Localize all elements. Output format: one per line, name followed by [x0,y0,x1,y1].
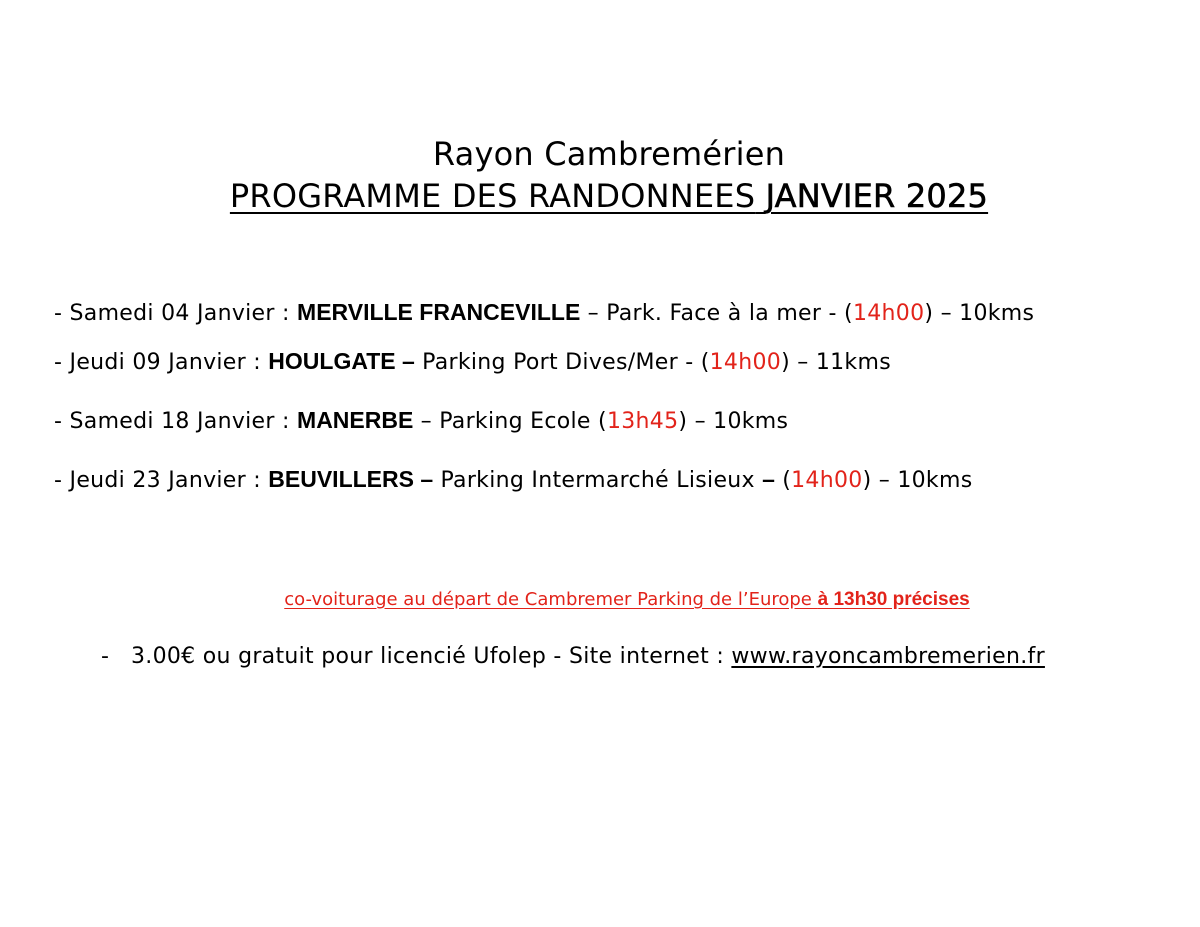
hike-separator: – [580,301,607,326]
price-info [101,643,1045,671]
hike-item-2 [54,347,891,377]
price-text: 3.00€ ou gratuit pour licencié Ufolep - Site internet : [131,644,732,669]
hike-date: - Jeudi 23 Janvier : [54,468,269,493]
hike-place: MERVILLE FRANCEVILLE [297,299,581,325]
hike-separator: – [413,409,440,434]
hike-meeting-point: Parking Port Dives/Mer - ( [422,350,710,375]
hike-item-4 [54,465,972,495]
hike-meeting-dash: – [762,466,775,492]
program-subtitle: PROGRAMME DES RANDONNEES [229,177,756,215]
hike-time: 14h00 [791,468,863,493]
hike-distance: ) – 10kms [924,301,1035,326]
website-link[interactable]: www.rayoncambremerien.fr [731,644,1045,669]
hike-item-3 [54,406,788,436]
hike-date: - Samedi 18 Janvier : [54,409,298,434]
hike-meeting-point: Parking Intermarché Lisieux [440,468,763,493]
hike-place: MANERBE [297,407,414,433]
carpool-text: co-voiturage au départ de Cambremer Parking de l’Europe [284,589,818,610]
hike-meeting-point: Parking Ecole ( [439,409,607,434]
hike-place: HOULGATE – [268,348,415,374]
carpool-time: à 13h30 précises [817,589,970,610]
program-month: JANVIER 2025 [765,177,989,215]
carpool-notice [0,588,1200,612]
hike-distance: ) – 11kms [781,350,891,375]
hike-open-paren: ( [774,468,792,493]
hike-distance: ) – 10kms [678,409,789,434]
hike-date: - Jeudi 09 Janvier : [54,350,269,375]
hike-time: 13h45 [606,409,679,434]
hike-place: BEUVILLERS – [268,466,434,492]
hike-distance: ) – 10kms [862,468,973,493]
price-dash: - [101,644,110,669]
hike-meeting-point: Park. Face à la mer - ( [606,301,853,326]
page-title: Rayon Cambremérien [432,135,786,173]
hike-time: 14h00 [709,350,782,375]
hike-time: 14h00 [852,301,925,326]
program-heading [0,177,1200,215]
hike-date: - Samedi 04 Janvier : [54,301,298,326]
hike-item-1 [54,298,1034,328]
program-heading-underlined [230,177,988,215]
hike-separator [415,350,422,375]
